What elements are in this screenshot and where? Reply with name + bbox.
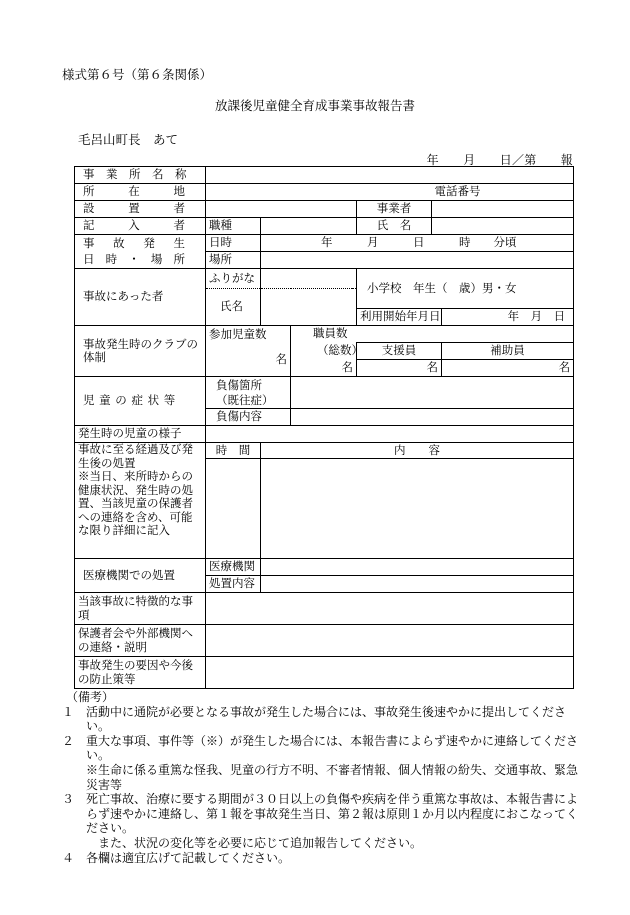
- field-recorder-name[interactable]: [432, 218, 574, 235]
- note-text: 死亡事故、治療に要する期間が３０日以上の負傷や疾病を伴う重篤な事故は、本報告書によらず速やかに連絡し、第１報を事故発生当日、第２報は原則１か月以内程度におこなってください。: [86, 792, 579, 836]
- note-text: 重大な事項、事件等（※）が発生した場合には、本報告書によらず速やかに連絡してください。: [86, 733, 579, 763]
- note-number: ４: [62, 850, 75, 865]
- note-item: [62, 792, 582, 836]
- label-office-name: 事 業 所 名 称: [75, 167, 206, 184]
- form-number: 様式第６号（第６条関係）: [62, 67, 213, 82]
- label-recorder-name: 氏 名: [357, 218, 432, 235]
- phone-label: 電話番号: [432, 184, 574, 201]
- field-cause-prevention[interactable]: [206, 657, 574, 689]
- field-treatment-detail[interactable]: [261, 576, 574, 593]
- field-child-state[interactable]: [206, 426, 574, 443]
- field-injury-detail[interactable]: [291, 409, 574, 426]
- report-date-number: 年 月 日／第 報: [426, 153, 573, 167]
- notes-header: （備考）: [66, 690, 115, 704]
- field-process-content[interactable]: [261, 459, 574, 559]
- note-text: ※生命に係る重篤な怪我、児童の行方不明、不審者情報、個人情報の紛失、交通事故、緊急災害等: [86, 762, 579, 792]
- label-medical-institution: 医療機関: [206, 559, 261, 576]
- note-text: また、状況の変化等を必要に応じて追加報告してください。: [98, 835, 423, 850]
- label-injury-detail: 負傷内容: [206, 409, 291, 426]
- label-treatment-detail: 処置内容: [206, 576, 261, 593]
- note-item: [62, 851, 582, 866]
- label-location: 所 在 地: [75, 184, 206, 201]
- label-place: 場所: [206, 252, 261, 269]
- note-item: [62, 734, 582, 763]
- field-grade-info[interactable]: 小学校 年生（ 歳）男・女: [357, 269, 574, 309]
- field-contact[interactable]: [206, 625, 574, 657]
- field-operator[interactable]: [432, 201, 574, 218]
- field-assistant[interactable]: 名: [442, 360, 574, 377]
- field-office-name[interactable]: [206, 167, 574, 184]
- field-children-count[interactable]: 名: [206, 343, 291, 377]
- label-characteristics: 当該事故に特徴的な事項: [75, 593, 206, 625]
- field-place[interactable]: [261, 252, 574, 269]
- field-victim-name[interactable]: [261, 289, 357, 326]
- label-operator: 事業者: [357, 201, 432, 218]
- note-number: ２: [62, 733, 75, 748]
- label-process: 事故に至る経過及び発生後の処置 ※当日、来所時からの健康状況、発生時の処置、当該児童の保護者への連絡を含め、可能な限り詳細に記入: [75, 443, 206, 559]
- note-number: １: [62, 704, 75, 719]
- label-establisher: 設 置 者: [75, 201, 206, 218]
- label-recorder: 記 入 者: [75, 218, 206, 235]
- note-text: 活動中に通院が必要となる事故が発生した場合には、事故発生後速やかに提出してください。: [86, 704, 567, 734]
- col-content: 内 容: [261, 443, 574, 459]
- label-symptoms: 児 童 の 症 状 等: [75, 377, 206, 426]
- field-injury-part[interactable]: [291, 377, 574, 409]
- field-datetime[interactable]: 年 月 日 時 分頃: [261, 235, 574, 252]
- col-time: 時 間: [206, 443, 261, 459]
- field-establisher[interactable]: [206, 201, 357, 218]
- label-children-count: 参加児童数: [206, 326, 291, 343]
- field-medical-institution[interactable]: [261, 559, 574, 576]
- label-cause-prevention: 事故発生の要因や今後の防止策等: [75, 657, 206, 689]
- label-victim-name: 氏名: [206, 289, 261, 326]
- field-furigana[interactable]: [261, 269, 357, 289]
- label-furigana: ふりがな: [206, 269, 261, 289]
- field-location[interactable]: [206, 184, 432, 201]
- label-total: （総数）: [291, 343, 357, 360]
- label-supporter: 支援員: [357, 343, 442, 360]
- addressee: 毛呂山町長 あて: [78, 132, 179, 147]
- label-occurrence-2: 日時・場所: [75, 252, 206, 269]
- label-datetime: 日時: [206, 235, 261, 252]
- field-total[interactable]: 名: [291, 360, 357, 377]
- field-use-start[interactable]: 年 月 日: [442, 309, 574, 326]
- label-prior-condition: （既往症）: [206, 394, 291, 409]
- accident-report-table: [74, 166, 574, 689]
- note-item: [62, 836, 582, 851]
- label-club-system: 事故発生時のクラブの体制: [75, 326, 206, 377]
- field-characteristics[interactable]: [206, 593, 574, 625]
- note-number: ３: [62, 792, 75, 807]
- label-assistant: 補助員: [442, 343, 574, 360]
- field-job-type[interactable]: [261, 218, 357, 235]
- label-medical-treatment: 医療機関での処置: [75, 559, 206, 593]
- note-item: [62, 763, 582, 792]
- label-use-start: 利用開始年月日: [357, 309, 442, 326]
- notes-section: [62, 690, 582, 865]
- label-staff-count: 職員数: [291, 326, 574, 343]
- label-contact: 保護者会や外部機関への連絡・説明: [75, 625, 206, 657]
- label-victim: 事故にあった者: [75, 269, 206, 326]
- label-occurrence-1: 事 故 発 生: [75, 235, 206, 252]
- label-child-state: 発生時の児童の様子: [75, 426, 206, 443]
- field-process-time[interactable]: [206, 459, 261, 559]
- label-injury-part: 負傷箇所: [206, 377, 291, 394]
- document-title: 放課後児童健全育成事業事故報告書: [214, 98, 415, 113]
- field-supporter[interactable]: 名: [357, 360, 442, 377]
- label-job-type: 職種: [206, 218, 261, 235]
- note-text: 各欄は適宜広げて記載してください。: [86, 850, 291, 865]
- note-item: [62, 705, 582, 734]
